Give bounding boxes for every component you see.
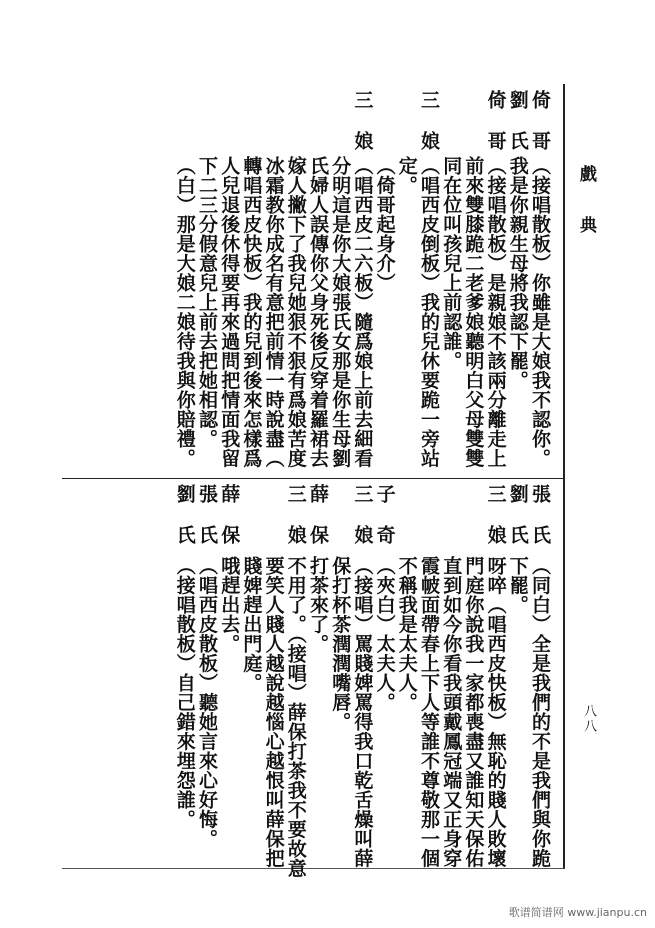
script-line: 賤婢趕出門庭。 [240,556,263,693]
speaker-name: 三娘 [351,484,374,566]
script-line: （白）那是大娘二娘待我與你賠禮。 [173,156,196,468]
speaker-name: 三娘 [418,90,440,172]
script-line: 同在位叫孩兒上前認誰。 [440,156,463,371]
script-line: 霞帔面帶春上下人等誰不尊敬那一個 [418,556,440,868]
speaker-name: 劉氏 [173,484,196,566]
speaker-name: 張氏 [529,484,551,566]
script-line: 保打杯茶潤潤嘴唇。 [329,556,352,732]
script-line: 人兒退後休得要再來過問把情面我留 [218,156,241,468]
script-line: 打茶來了。 [307,556,329,654]
script-line: （唱西皮倒板）我的兒休要跪一旁站 [418,156,440,468]
speaker-name: 倚哥 [484,90,507,172]
script-line: （唱西皮散板）聽她言來心好悔。 [196,556,218,849]
speaker-name: 張氏 [196,484,218,566]
script-line: 不稱我是太夫人。 [395,556,418,712]
script-line: （夾白）太夫人。 [373,556,396,712]
speaker-name: 三娘 [351,90,374,172]
script-line: （接唱散板）你雖是大娘我不認你。 [529,156,551,468]
speaker-name: 劉氏 [506,90,529,172]
script-line: 定。 [395,156,418,195]
script-line: 門庭你說我一家都喪盡又誰知天保佑 [462,556,485,868]
script-line: 分明這是你大娘張氏女那是你生母劉 [329,156,352,468]
script-line: （接唱）罵賤婢罵得我口乾舌燥叫薛 [351,556,374,868]
script-line: 嫁人撇下了我兒她狠不狠有爲娘苦度 [284,156,307,468]
script-line: 下罷。 [506,556,529,615]
script-line: 我是你親生母將我認下罷。 [506,156,529,390]
script-line: 前來雙膝跪二老爹娘聽明白父母雙雙 [462,156,485,468]
speaker-name: 倚哥 [529,90,551,172]
script-line: 哦趕出去。 [218,556,241,654]
script-line: （接唱散板）自己錯來埋怨誰。 [173,556,196,829]
section-divider [62,478,565,479]
speaker-name: 薛保 [307,484,329,566]
watermark: 歌谱简谱网 www.jianpu.cn [508,906,647,919]
speaker-name: 三娘 [484,484,507,566]
page-number: 八八 [581,704,596,734]
script-line: 冰霜教你成名有意把前情一時說盡（ [262,156,285,468]
script-line: （同白）全是我們的不是我們與你跪 [529,556,551,868]
script-line: 呀啐（唱西皮快板）無恥的賤人敗壞 [484,556,507,868]
script-line: （倚哥起身介） [373,156,396,293]
script-line: 氏婦人誤傳你父身死後反穿着羅裙去 [307,156,329,468]
script-line: （唱西皮二六板）隨爲娘上前去細看 [351,156,374,468]
script-line: 直到如今你看我頭戴鳳冠端又正身穿 [440,556,463,868]
script-line: 轉唱西皮快板）我的兒到後來怎樣爲 [240,156,263,468]
script-line: 下二三分假意兒上前去把她相認。 [196,156,218,449]
speaker-name: 薛保 [218,484,241,566]
script-line: 不用了。（接唱）薛保打茶我不要故意 [284,556,307,878]
speaker-name: 劉氏 [506,484,529,566]
speaker-name: 三娘 [284,484,307,566]
speaker-name: 子奇 [373,484,396,566]
running-header: 戲典 [576,165,596,267]
script-line: 要笑人賤人越說越惱心越恨叫薛保把 [262,556,285,868]
script-line: （接唱散板）是親娘不該兩分離走上 [484,156,507,468]
